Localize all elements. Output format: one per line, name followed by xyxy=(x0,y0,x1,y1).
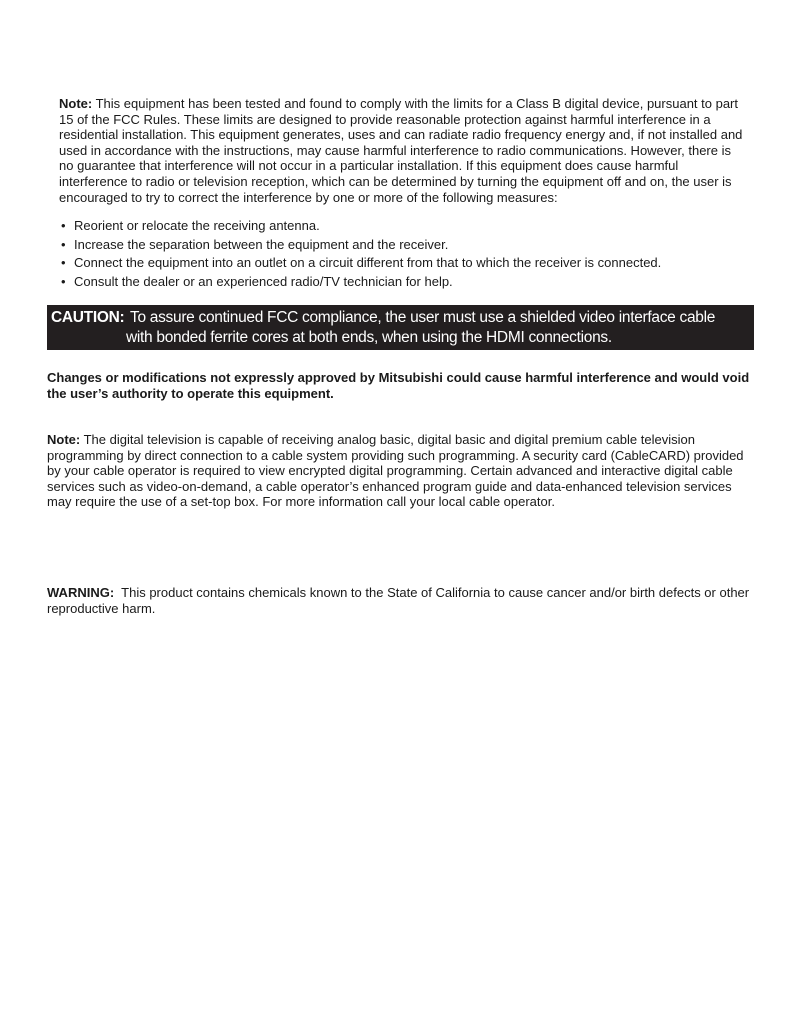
cable-note-text: The digital television is capable of receiving analog basic, digital basic and digital premium cable television programming by direct connection to a cable system providing such programming. A security card (CableCARD) provided by your cable operator is required to view encrypted digital programming. Certain advanced and interactive digital cable services such as video-on-demand, a cable operator’s enhanced program guide and data-enhanced television services may require the use of a set-top box. For more information call your local cable operator. xyxy=(47,432,744,510)
caution-label: CAUTION: xyxy=(51,309,125,326)
list-item xyxy=(59,236,744,255)
caution-line-2: with bonded ferrite cores at both ends, when using the HDMI connections. xyxy=(126,329,612,346)
list-item-text: Increase the separation between the equipment and the receiver. xyxy=(74,236,449,252)
cable-television-note xyxy=(47,432,752,510)
modifications-warning: Changes or modifications not expressly approved by Mitsubishi could cause harmful interference and would void the user’s authority to operate this equipment. xyxy=(47,370,750,401)
bullet-icon: • xyxy=(61,236,66,252)
cable-note-label: Note: xyxy=(47,432,81,447)
fcc-note-label: Note: xyxy=(59,96,93,111)
caution-banner xyxy=(47,305,754,350)
fcc-note-text: This equipment has been tested and found to comply with the limits for a Class B digital device, pursuant to part 15 of the FCC Rules. These limits are designed to provide reasonable protection against harmful interference in a residential installation. This equipment generates, uses and can radiate radio frequency energy and, if not installed and used in accordance with the instructions, may cause harmful interference to radio communications. However, there is no guarantee that interference will not occur in a particular installation. If this equipment does cause harmful interference to radio or television reception, which can be determined by turning the equipment off and on, the user is encouraged to try to correct the interference by one or more of the following measures: xyxy=(59,96,743,205)
bullet-icon: • xyxy=(61,273,66,289)
list-item-text: Connect the equipment into an outlet on a circuit different from that to which the receiver is connected. xyxy=(74,255,662,270)
list-item-text: Consult the dealer or an experienced radio/TV technician for help. xyxy=(74,273,453,289)
list-item xyxy=(59,273,744,292)
caution-line-1 xyxy=(51,308,754,328)
warning-text: This product contains chemicals known to the State of California to cause cancer and/or birth defects or other reproductive harm. xyxy=(47,585,753,616)
list-item xyxy=(59,217,744,236)
fcc-compliance-note xyxy=(59,96,744,205)
list-item xyxy=(59,254,744,273)
caution-text-1: To assure continued FCC compliance, the user must use a shielded video interface cable xyxy=(130,309,716,326)
list-item-text: Reorient or relocate the receiving antenna. xyxy=(74,218,320,233)
bullet-icon: • xyxy=(61,255,66,270)
bullet-icon: • xyxy=(61,218,66,233)
california-warning xyxy=(47,585,752,616)
warning-label: WARNING: xyxy=(47,585,115,600)
interference-measures-list xyxy=(59,217,744,291)
